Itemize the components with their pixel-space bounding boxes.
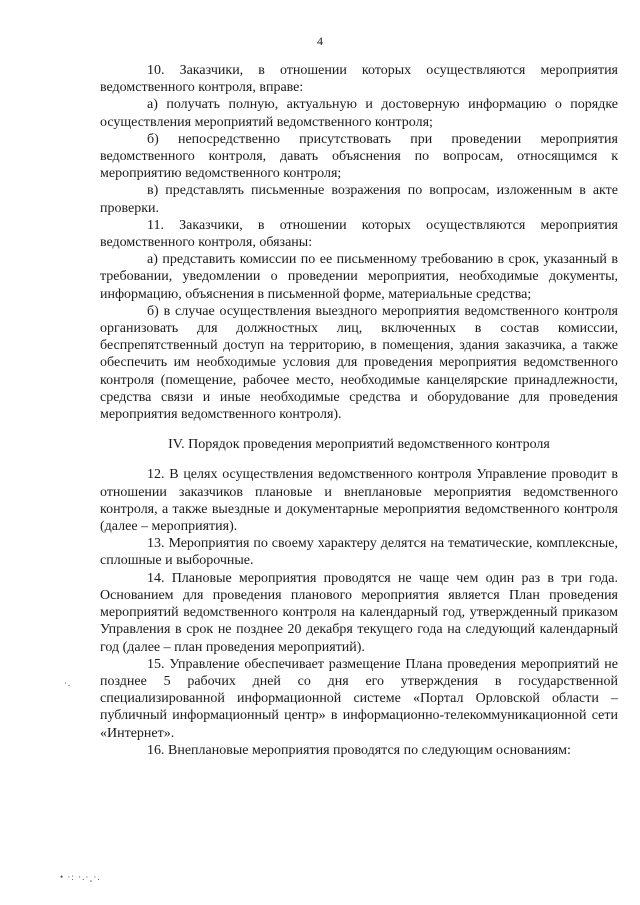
paragraph-11b: б) в случае осуществления выездного мероприятия ведомственного контроля организовать для должностных лиц, включенных в состав комиссии, беспрепятственный доступ на территорию, в помещения, здания заказчика, а также обеспечить им необходимые условия для проведения мероприятия ведомственного контроля (помещение, рабочее место, необходимые канцелярские принадлежности, средства связи и иные необходимые средства и оборудование для проведения мероприятия ведомственного контроля). [100,303,618,423]
paragraph-10b: б) непосредственно присутствовать при проведении мероприятия ведомственного контроля, давать объяснения по вопросам, относящимся к мероприятию ведомственного контроля; [100,131,618,182]
document-body [100,62,618,759]
paragraph-13: 13. Мероприятия по своему характеру делятся на тематические, комплексные, сплошные и выборочные. [100,536,618,569]
paragraph-10a: а) получать полную, актуальную и достоверную информацию о порядке осуществления мероприятий ведомственного контроля; [100,97,618,130]
page-number: 4 [317,34,323,48]
paragraph-11: 11. Заказчики, в отношении которых осуществляются мероприятия ведомственного контроля, обязаны: [100,217,618,251]
paragraph-16: 16. Внеплановые мероприятия проводятся по следующим основаниям: [147,742,571,758]
scan-speck-bottom: • ·: ·.·¸·. [60,872,101,882]
paragraph-12: 12. В целях осуществления ведомственного контроля Управление проводит в отношении заказчиков плановые и внеплановые мероприятия ведомственного контроля, а также выездные и документарные мероприятия ведомственного контроля (далее – мероприятия). [100,467,618,535]
section-heading: IV. Порядок проведения мероприятий ведомственного контроля [168,437,550,453]
paragraph-15: 15. Управление обеспечивает размещение Плана проведения мероприятий не позднее 5 рабочих дней со дня его утверждения в государственной специализированной информационной системе «Портал Орловской области – публичный информационный центр» в информационно-телекоммуникационной сети «Интернет». [100,656,618,741]
paragraph-11a: а) представить комиссии по ее письменному требованию в срок, указанный в требовании, уведомлении о проведении мероприятия, необходимые документы, информацию, объяснения в письменной форме, материальные средства; [100,252,618,302]
paragraph-10: 10. Заказчики, в отношении которых осуществляются мероприятия ведомственного контроля, вправе: [100,63,618,96]
scan-speck-left: ·. [64,678,72,688]
paragraph-10v: в) представлять письменные возражения по вопросам, изложенным в акте проверки. [100,183,618,216]
paragraph-14: 14. Плановые мероприятия проводятся не чаще чем один раз в три года. Основанием для проведения планового мероприятия является План проведения мероприятий ведомственного контроля на календарный год, утвержденный приказом Управления в срок не позднее 20 декабря текущего года на следующий календарный год (далее – план проведения мероприятий). [100,570,618,655]
